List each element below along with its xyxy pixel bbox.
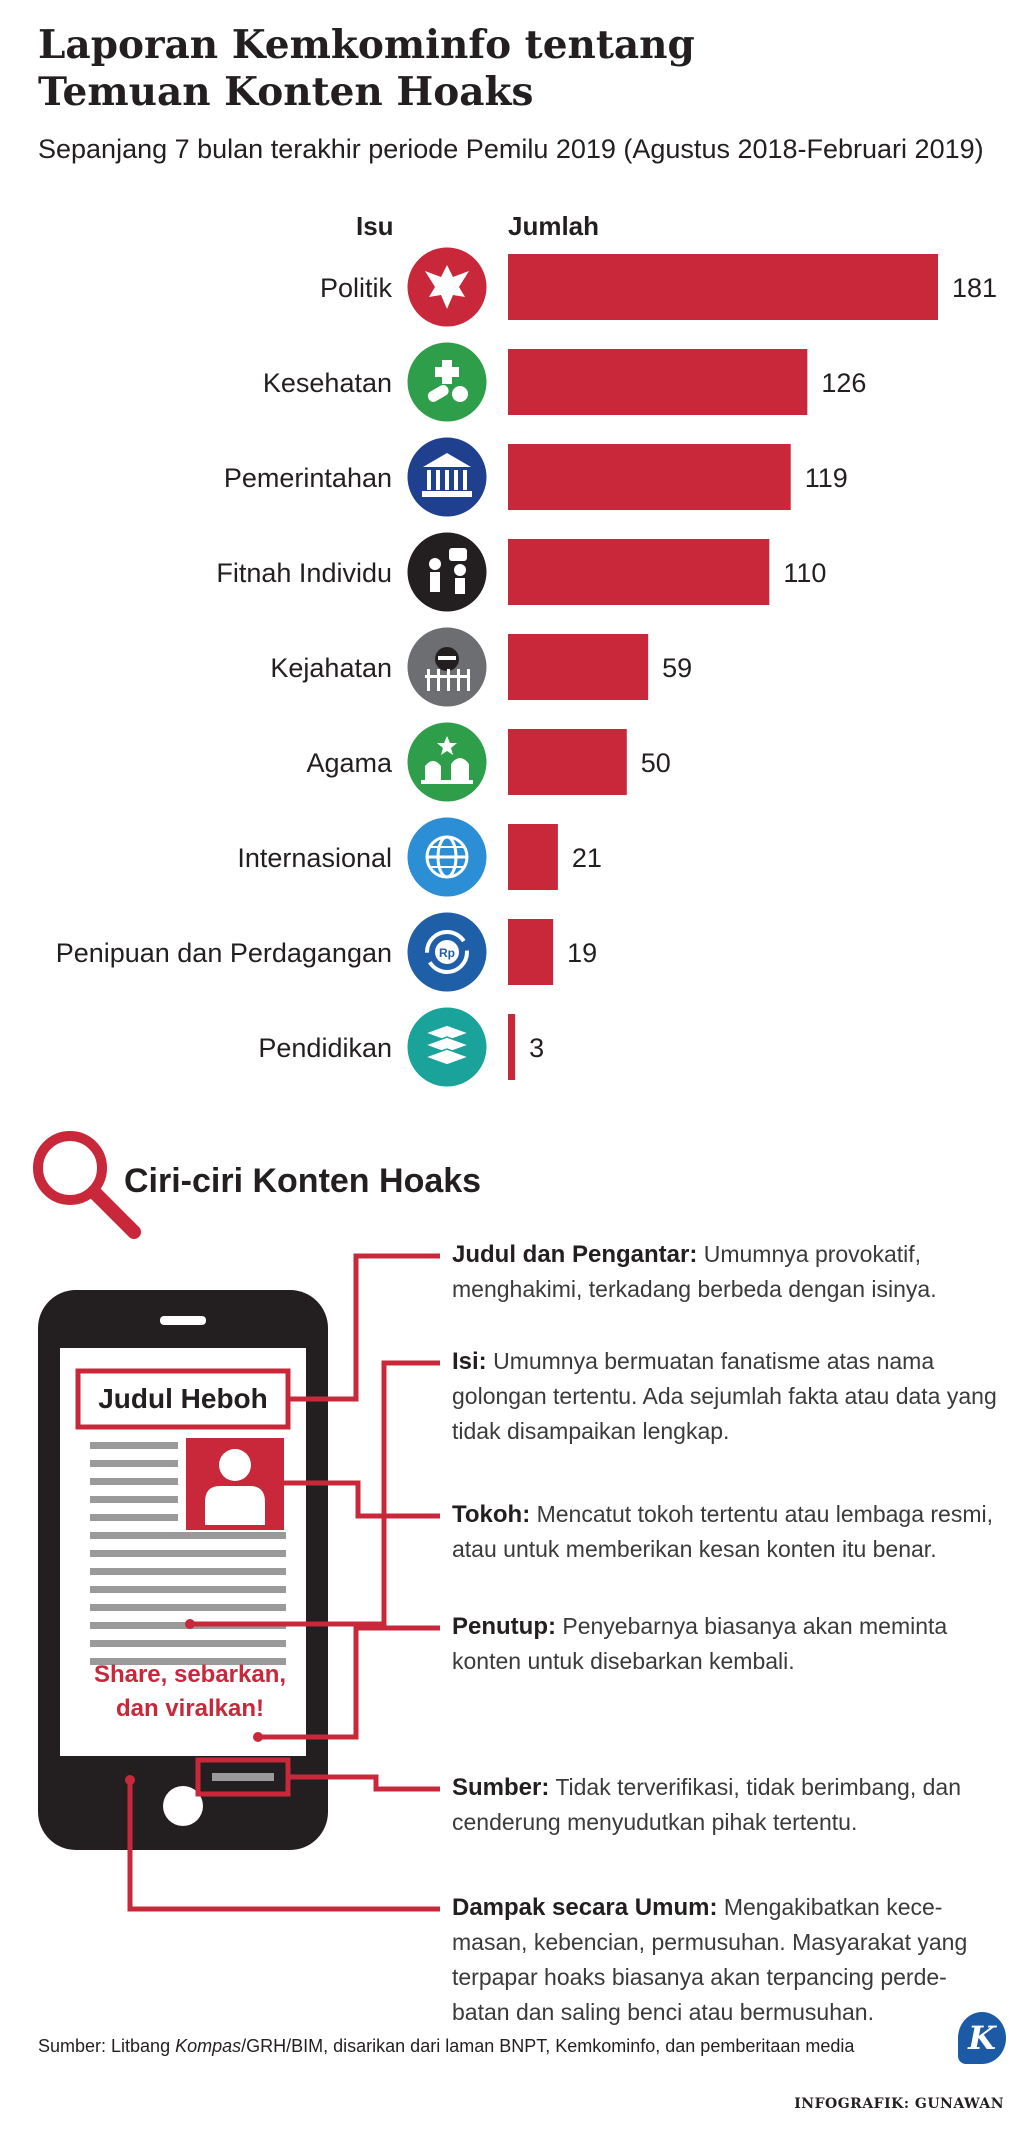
phone-headline: Judul Heboh (98, 1383, 268, 1414)
feature-text: Penyebarnya biasanya akan meminta konten untuk disebarkan kembali. (452, 1613, 948, 1674)
source-rest: /GRH/BIM, disarikan dari laman BNPT, Kemkominfo, dan pemberitaan media (241, 2036, 855, 2056)
garuda-icon (406, 246, 488, 328)
kompas-logo: K (958, 2012, 1006, 2064)
value-label: 110 (783, 558, 827, 588)
feature-head: Tokoh: (452, 1501, 531, 1528)
government-building-icon (406, 436, 488, 518)
category-label: Fitnah Individu (216, 558, 392, 588)
feature-text: Umumnya provokatif, menghakimi, terkadang berbeda dengan isinya. (452, 1241, 937, 1302)
mosque-icon (406, 721, 488, 803)
feature-head: Dampak secara Umum: (452, 1894, 718, 1921)
feature-item (452, 1237, 1002, 1307)
infographic-credit: INFOGRAFIK: GUNAWAN (794, 2096, 1004, 2112)
value-label: 181 (952, 273, 998, 303)
bar (508, 349, 807, 415)
share-line-1: Share, sebarkan, (93, 1661, 287, 1688)
category-label: Kesehatan (262, 368, 392, 398)
source-prefix: Sumber: Litbang (38, 2036, 176, 2056)
value-label: 3 (529, 1033, 545, 1063)
value-label: 21 (571, 843, 602, 873)
feature-item (452, 1770, 1002, 1840)
category-label: Pendidikan (258, 1033, 392, 1063)
criminal-icon (406, 626, 488, 708)
category-label: Agama (306, 748, 392, 778)
features-title: Ciri-ciri Konten Hoaks (124, 1162, 482, 1200)
feature-head: Penutup: (452, 1613, 556, 1640)
defamation-icon (406, 531, 488, 613)
category-label: Internasional (237, 843, 392, 873)
y-axis-label: Isu (356, 211, 394, 241)
bar (508, 919, 553, 985)
bar (508, 824, 558, 890)
category-label: Politik (319, 273, 392, 303)
feature-text: Umumnya bermuatan fanatisme atas nama golongan tertentu. Ada sejumlah fakta atau data yang tidak disampaikan lengkap. (452, 1348, 997, 1444)
category-label: Pemerintahan (223, 463, 392, 493)
source-publication: Kompas (175, 2036, 242, 2056)
bar (508, 254, 938, 320)
source-note (38, 2036, 854, 2057)
medicine-icon (406, 341, 488, 423)
bar (508, 634, 648, 700)
category-label: Penipuan dan Perdagangan (55, 938, 392, 968)
feature-text: Mencatut tokoh tertentu atau lembaga resmi, atau untuk memberikan kesan konten itu benar. (452, 1501, 994, 1562)
person-icon (186, 1438, 284, 1530)
feature-item (452, 1497, 1002, 1567)
magnifier-icon (38, 1136, 134, 1232)
feature-item (452, 1609, 1002, 1679)
title-line-2: Temuan Konten Hoaks (38, 69, 534, 115)
subtitle: Sepanjang 7 bulan terakhir periode Pemilu 2019 (Agustus 2018-Februari 2019) (38, 134, 984, 164)
feature-item (452, 1890, 1002, 2030)
feature-text: Tidak terverifikasi, tidak berimbang, dan cenderung menyudutkan pihak tertentu. (452, 1774, 962, 1835)
value-label: 59 (662, 653, 693, 683)
share-callout (70, 1658, 310, 1726)
globe-icon (406, 816, 488, 898)
value-label: 126 (821, 368, 867, 398)
feature-text: Mengakibatkan kece-masan, kebencian, permusuhan. Masyarakat yang terpapar hoaks biasanya akan terpancing perde-batan dan saling benci atau bermusuhan. (452, 1894, 968, 2025)
category-label: Kejahatan (270, 653, 392, 683)
feature-head: Judul dan Pengantar: (452, 1241, 698, 1268)
rupiah-symbol: Rp (439, 946, 455, 960)
bar (508, 539, 769, 605)
x-axis-label: Jumlah (508, 211, 600, 241)
books-icon (406, 1006, 488, 1088)
feature-head: Isi: (452, 1348, 487, 1375)
title-line-1: Laporan Kemkominfo tentang (38, 22, 695, 68)
feature-item (452, 1344, 1002, 1449)
value-label: 119 (804, 463, 848, 493)
value-label: 19 (567, 938, 598, 968)
bar (508, 444, 791, 510)
bar (508, 729, 627, 795)
rupiah-exchange-icon (406, 911, 488, 993)
share-line-2: dan viralkan! (115, 1695, 265, 1722)
bar (508, 1014, 515, 1080)
feature-head: Sumber: (452, 1774, 550, 1801)
value-label: 50 (640, 748, 671, 778)
